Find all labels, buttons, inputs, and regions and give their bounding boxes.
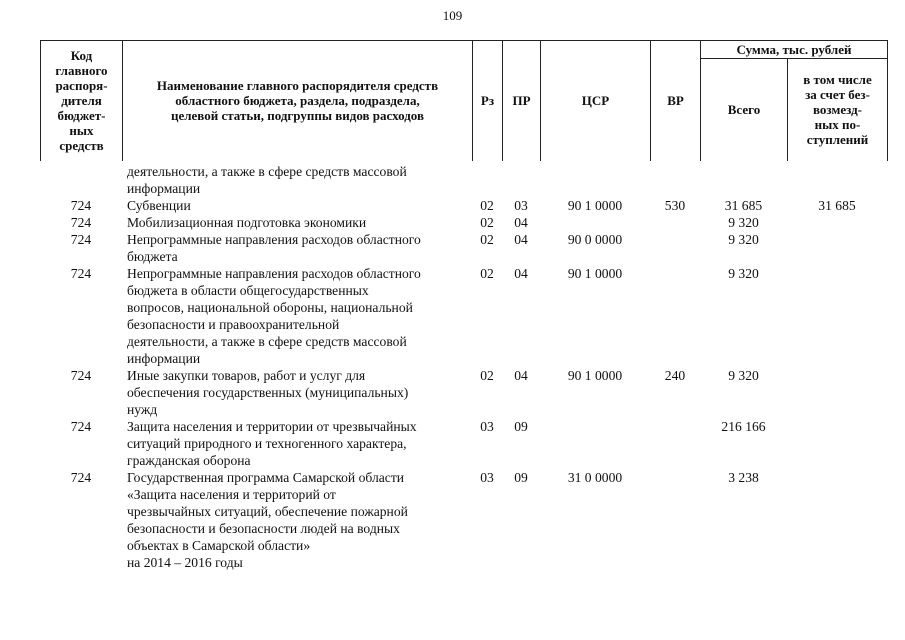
row-name [127,367,472,418]
row-rz: 02 [480,215,494,230]
row-name-line: информации [127,351,201,366]
row-name-line: информации [127,181,201,196]
row-name-line: Непрограммные направления расходов областного [127,266,421,281]
row-rz: 02 [480,266,494,281]
row-name [127,469,472,571]
row-name-line: Защита населения и территории от чрезвычайных [127,419,417,434]
row-rz: 02 [480,368,494,383]
row-name-line: обеспечения государственных (муниципальных) [127,385,409,400]
row-total: 31 685 [724,198,763,213]
row-name-line: гражданская оборона [127,453,251,468]
row-total: 3 238 [728,470,759,485]
row-name-line: деятельности, а также в сфере средств массовой [127,164,407,179]
row-name [127,265,472,367]
header-grants-line: в том числе [803,72,872,88]
row-total: 9 320 [728,368,759,383]
row-pr: 04 [514,266,528,281]
row-name-line: бюджета в области общегосударственных [127,283,369,298]
header-grants-line: ных по- [814,117,861,133]
header-sum: Сумма, тыс. рублей [701,41,888,59]
header-grants-line: возмезд- [813,102,862,118]
row-rz: 02 [480,198,494,213]
header-code-line: распоря- [55,78,108,94]
row-vr: 530 [664,198,686,213]
row-code: 724 [70,232,92,247]
row-name-line: ситуаций природного и техногенного характера, [127,436,407,451]
row-name-line: Непрограммные направления расходов областного [127,232,421,247]
row-code: 724 [70,198,92,213]
row-name-line: вопросов, национальной обороны, национальной [127,300,413,315]
row-total: 9 320 [728,266,759,281]
row-rz: 03 [480,470,494,485]
row-csr: 31 0 0000 [567,470,623,485]
row-pr: 09 [514,470,528,485]
row-name-line: объектах в Самарской области» [127,538,311,553]
header-rz: Рз [473,41,503,161]
row-pr: 04 [514,368,528,383]
header-code-line: ных [69,123,94,139]
row-rz: 02 [480,232,494,247]
row-name-line: Государственная программа Самарской области [127,470,405,485]
row-name-line: нужд [127,402,158,417]
row-code: 724 [70,266,92,281]
row-pr: 03 [514,198,528,213]
header-code-line: дителя [61,93,102,109]
row-total: 216 166 [721,419,766,434]
row-rz: 03 [480,419,494,434]
row-name-line: бюджета [127,249,178,264]
row-name [127,418,472,469]
row-name-line: Иные закупки товаров, работ и услуг для [127,368,366,383]
header-code-line: главного [55,63,108,79]
table-header [40,40,888,161]
row-pr: 04 [514,215,528,230]
row-code: 724 [70,419,92,434]
header-name-line: областного бюджета, раздела, подраздела, [175,93,420,109]
row-name-line: Мобилизационная подготовка экономики [127,215,367,230]
row-name-line: Субвенции [127,198,191,213]
row-vr: 240 [664,368,686,383]
row-csr: 90 1 0000 [567,198,623,213]
row-name [127,163,472,197]
header-name [123,41,473,161]
row-grants: 31 685 [818,198,856,213]
header-vr: ВР [651,41,701,161]
header-name-line: целевой статьи, подгруппы видов расходов [170,108,425,124]
row-total: 9 320 [728,215,759,230]
header-code-line: средств [59,138,104,154]
row-total: 9 320 [728,232,759,247]
row-csr: 90 1 0000 [567,368,623,383]
header-total: Всего [701,59,788,161]
header-csr: ЦСР [541,41,651,161]
row-name-line: чрезвычайных ситуаций, обеспечение пожарной [127,504,408,519]
row-name [127,214,472,231]
row-name-line: деятельности, а также в сфере средств массовой [127,334,407,349]
header-grants-line: ступлений [806,132,869,148]
row-name-line: безопасности и безопасности людей на водных [127,521,400,536]
header-code-line: Код [70,48,93,64]
header-grants [788,59,888,161]
row-name-line: безопасности и правоохранительной [127,317,340,332]
row-code: 724 [70,470,92,485]
header-name-line: Наименование главного распорядителя средств [156,78,439,94]
row-code: 724 [70,368,92,383]
row-name-line: на 2014 – 2016 годы [127,555,243,570]
row-pr: 09 [514,419,528,434]
header-grants-line: за счет без- [805,87,870,103]
header-code-line: бюджет- [57,108,106,124]
page-number: 109 [442,8,463,23]
row-name-line: «Защита населения и территорий от [127,487,336,502]
header-pr: ПР [503,41,541,161]
row-code: 724 [70,215,92,230]
row-pr: 04 [514,232,528,247]
row-csr: 90 0 0000 [567,232,623,247]
row-csr: 90 1 0000 [567,266,623,281]
row-name [127,197,472,214]
header-code [41,41,123,161]
row-name [127,231,472,265]
